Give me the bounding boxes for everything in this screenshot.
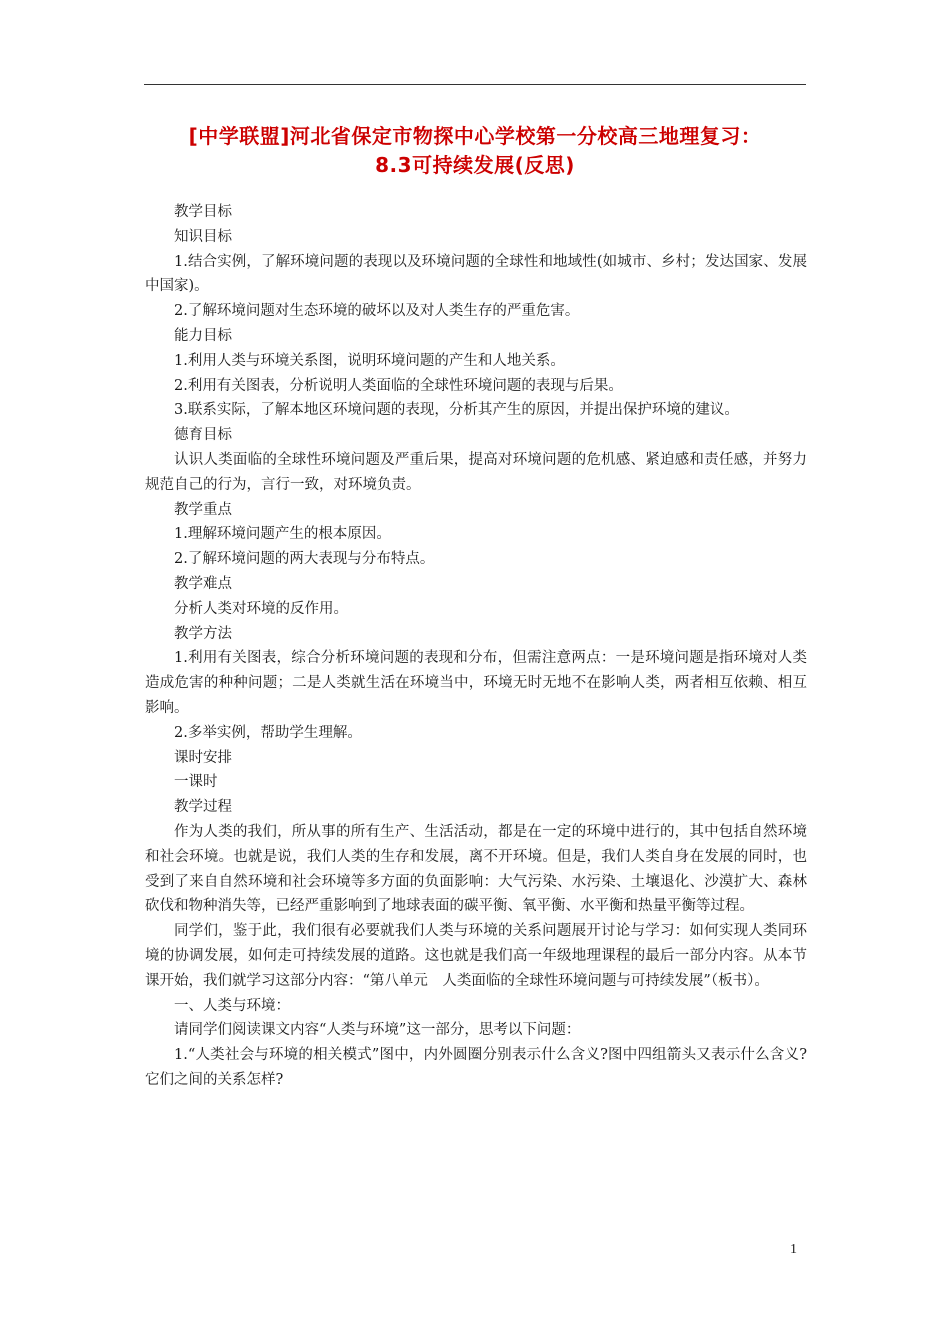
paragraph: 2.了解环境问题对生态环境的破坏以及对人类生存的严重危害。 — [174, 303, 580, 320]
paragraph: 3.联系实际，了解本地区环境问题的表现，分析其产生的原因，并提出保护环境的建议。 — [174, 402, 739, 419]
heading-teaching-goals: 教学目标 — [174, 204, 232, 220]
section-heading: 一、人类与环境： — [174, 997, 290, 1014]
header-rule — [144, 84, 806, 85]
paragraph: 同学们，鉴于此，我们很有必要就我们人类与环境的关系问题展开讨论与学习：如何实现人类同环境的协调发展，如何走可持续发展的道路。这也就是我们高一年级地理课程的最后一部分内容。从本节课开始，我们就学习这部分内容：“第八单元 人类面临的全球性环境问题与可持续发展”（板书）。 — [145, 923, 807, 989]
paragraph: 认识人类面临的全球性环境问题及严重后果，提高对环境问题的危机感、紧迫感和责任感，并努力规范自己的行为，言行一致，对环境负责。 — [145, 451, 807, 493]
paragraph: 作为人类的我们，所从事的所有生产、生活活动，都是在一定的环境中进行的，其中包括自然环境和社会环境。也就是说，我们人类的生存和发展，离不开环境。但是，我们人类自身在发展的同时，也受到了来自自然环境和社会环境等多方面的负面影响：大气污染、水污染、土壤退化、沙漠扩大、森林砍伐和物种消失等，已经严重影响到了地球表面的碳平衡、氧平衡、水平衡和热量平衡等过程。 — [145, 823, 807, 915]
document-body — [145, 200, 807, 1093]
document-title-line-2: 8.3可持续发展(反思) — [375, 153, 575, 177]
heading-teaching-process: 教学过程 — [174, 799, 232, 816]
paragraph: 一课时 — [174, 774, 218, 791]
heading-key-points: 教学重点 — [174, 501, 232, 518]
paragraph: 1.结合实例，了解环境问题的表现以及环境问题的全球性和地域性(如城市、乡村；发达国家、发展中国家)。 — [145, 253, 807, 295]
heading-teaching-methods: 教学方法 — [174, 625, 232, 642]
heading-knowledge-goals: 知识目标 — [174, 228, 232, 245]
paragraph: 1.利用有关图表，综合分析环境问题的表现和分布，但需注意两点：一是环境问题是指环境对人类造成危害的种种问题；二是人类就生活在环境当中，环境无时无地不在影响人类，两者相互依赖、相互影响。 — [145, 650, 807, 716]
heading-schedule: 课时安排 — [174, 749, 232, 766]
document-title-line-1: [中学联盟]河北省保定市物探中心学校第一分校高三地理复习： — [188, 124, 762, 148]
paragraph: 分析人类对环境的反作用。 — [174, 600, 348, 617]
heading-moral-goals: 德育目标 — [174, 427, 232, 444]
page-number: 1 — [790, 1242, 797, 1257]
paragraph: 1.理解环境问题产生的根本原因。 — [174, 526, 391, 543]
paragraph: 2.利用有关图表，分析说明人类面临的全球性环境问题的表现与后果。 — [174, 377, 623, 394]
paragraph: 1.利用人类与环境关系图，说明环境问题的产生和人地关系。 — [174, 352, 565, 369]
heading-ability-goals: 能力目标 — [174, 327, 232, 344]
paragraph: 请同学们阅读课文内容“人类与环境”这一部分，思考以下问题： — [174, 1022, 581, 1039]
paragraph: 2.了解环境问题的两大表现与分布特点。 — [174, 551, 435, 568]
paragraph: 1.“人类社会与环境的相关模式”图中，内外圆圈分别表示什么含义?图中四组箭头又表示什么含义?它们之间的关系怎样? — [145, 1047, 807, 1088]
paragraph: 2.多举实例，帮助学生理解。 — [174, 724, 362, 741]
heading-difficulties: 教学难点 — [174, 575, 232, 592]
